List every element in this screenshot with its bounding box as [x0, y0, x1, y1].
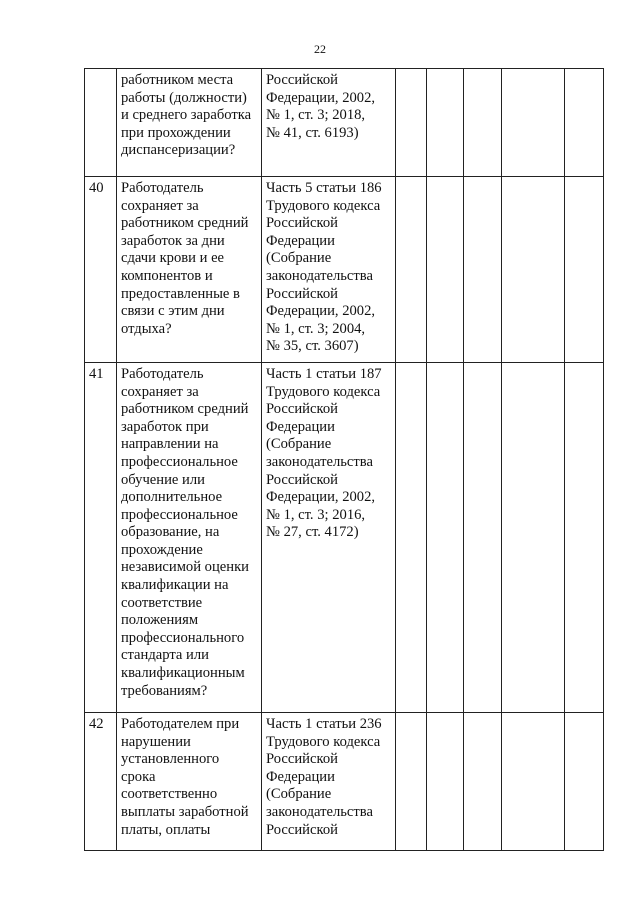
table-row — [85, 177, 604, 363]
table-row — [85, 362, 604, 712]
answer-yes-cell[interactable] — [396, 69, 427, 177]
comment-cell[interactable] — [502, 712, 565, 850]
legal-reference-cell: Часть 1 статьи 187 Трудового кодекса Российской Федерации (Собрание законодательства Российской Федерации, 2002, № 1, ст. 3; 2016, № 27, ст. 4172) — [262, 362, 396, 712]
legal-reference-cell: Российской Федерации, 2002, № 1, ст. 3; 2018, № 41, ст. 6193) — [262, 69, 396, 177]
answer-na-cell[interactable] — [464, 712, 502, 850]
legal-reference-cell: Часть 1 статьи 236 Трудового кодекса Российской Федерации (Собрание законодательства Российской — [262, 712, 396, 850]
question-cell: работником места работы (должности) и среднего заработка при прохождении диспансеризации? — [117, 69, 262, 177]
row-number: 42 — [85, 712, 117, 850]
comment-cell[interactable] — [502, 177, 565, 363]
legal-reference-cell: Часть 5 статьи 186 Трудового кодекса Российской Федерации (Собрание законодательства Российской Федерации, 2002, № 1, ст. 3; 2004, № 35, ст. 3607) — [262, 177, 396, 363]
question-cell: Работодатель сохраняет за работником средний заработок при направлении на профессиональное обучение или дополнительное профессиональное образование, на прохождение независимой оценки квалификации на соответствие положениям профессионального стандарта или квалификационным требованиям? — [117, 362, 262, 712]
answer-no-cell[interactable] — [427, 69, 464, 177]
question-cell: Работодателем при нарушении установленного срока соответственно выплаты заработной платы, оплаты — [117, 712, 262, 850]
note-cell[interactable] — [565, 712, 604, 850]
answer-na-cell[interactable] — [464, 69, 502, 177]
row-number — [85, 69, 117, 177]
page-number: 22 — [314, 42, 326, 56]
table-row — [85, 69, 604, 177]
answer-no-cell[interactable] — [427, 177, 464, 363]
note-cell[interactable] — [565, 177, 604, 363]
note-cell[interactable] — [565, 362, 604, 712]
answer-yes-cell[interactable] — [396, 712, 427, 850]
note-cell[interactable] — [565, 69, 604, 177]
answer-no-cell[interactable] — [427, 712, 464, 850]
answer-na-cell[interactable] — [464, 362, 502, 712]
comment-cell[interactable] — [502, 362, 565, 712]
row-number: 41 — [85, 362, 117, 712]
checklist-table — [84, 68, 604, 851]
answer-na-cell[interactable] — [464, 177, 502, 363]
answer-yes-cell[interactable] — [396, 177, 427, 363]
answer-no-cell[interactable] — [427, 362, 464, 712]
answer-yes-cell[interactable] — [396, 362, 427, 712]
question-cell: Работодатель сохраняет за работником средний заработок за дни сдачи крови и ее компонентов и предоставленные в связи с этим дни отдыха? — [117, 177, 262, 363]
row-number: 40 — [85, 177, 117, 363]
comment-cell[interactable] — [502, 69, 565, 177]
table-row — [85, 712, 604, 850]
